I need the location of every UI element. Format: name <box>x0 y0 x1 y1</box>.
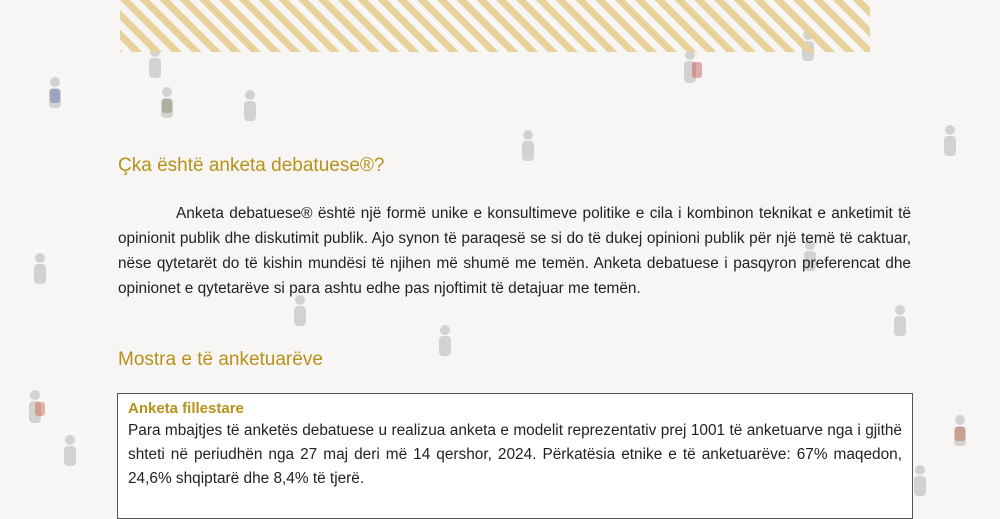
initial-survey-box <box>117 393 913 519</box>
box-text: Para mbajtjes të anketës debatuese u realizua anketa e modelit reprezentativ prej 1001 të anketuarve nga i gjithë shteti në periudhën nga 27 maj deri më 14 qershor, 2024. Përkatësia etnike e të anketuarëve: 67% maqedon, 24,6% shqiptarë dhe 8,4% të tjerë. <box>128 422 902 487</box>
section-heading-sample: Mostra e të anketuarëve <box>118 349 323 370</box>
decorative-stripe-band <box>120 0 870 52</box>
intro-paragraph: Anketa debatuese® është një formë unike e konsultimeve politike e cila i kombinon teknikat e anketimit të opinionit publik dhe diskutimit publik. Ajo synon të paraqesë se si do të dukej opinioni publik për një temë të caktuar, nëse qytetarët do të kishin mundësi të njihen më shumë me temën. Anketa debatuese i pasqyron preferencat dhe opinionet e qytetarëve si para ashtu edhe pas njoftimit të detajuar me temën. <box>118 205 911 297</box>
box-title: Anketa fillestare <box>128 400 244 417</box>
section-heading-deliberative-poll: Çka është anketa debatuese®? <box>118 155 385 176</box>
